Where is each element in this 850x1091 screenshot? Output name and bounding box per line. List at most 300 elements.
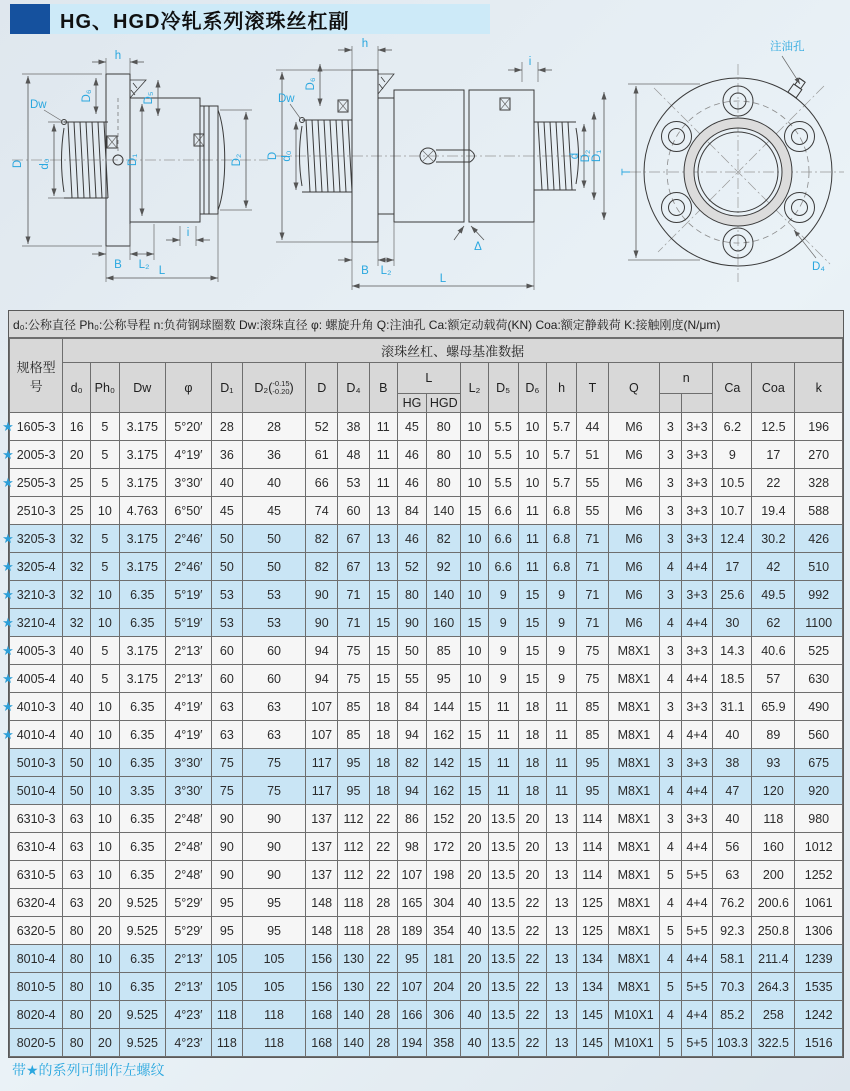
value-cell: 63 (211, 693, 242, 721)
value-cell: M8X1 (608, 777, 659, 805)
value-cell: 20 (91, 1029, 120, 1057)
value-cell: 13.5 (488, 917, 518, 945)
value-cell: 18.5 (713, 665, 752, 693)
value-cell: 9.525 (119, 889, 165, 917)
value-cell: 120 (752, 777, 795, 805)
col-header-n: n (660, 363, 713, 394)
value-cell: 200.6 (752, 889, 795, 917)
value-cell: 1012 (795, 833, 843, 861)
value-cell: 30 (713, 609, 752, 637)
value-cell: 4 (660, 1001, 682, 1029)
value-cell: 10 (91, 497, 120, 525)
value-cell: 28 (242, 413, 306, 441)
value-cell: 28 (211, 413, 242, 441)
value-cell: 75 (242, 749, 306, 777)
value-cell: 114 (577, 861, 609, 889)
value-cell: 90 (211, 805, 242, 833)
table-row (10, 525, 843, 553)
value-cell: 144 (427, 693, 461, 721)
value-cell: 3.175 (119, 637, 165, 665)
value-cell: 48 (338, 441, 370, 469)
value-cell: 66 (306, 469, 338, 497)
value-cell: 142 (427, 749, 461, 777)
value-cell: 117 (306, 749, 338, 777)
value-cell: 10 (91, 861, 120, 889)
value-cell: 22 (518, 917, 547, 945)
value-cell: 2°48′ (165, 861, 211, 889)
value-cell: 22 (518, 1029, 547, 1057)
value-cell: 10 (91, 777, 120, 805)
col-header-b: B (369, 363, 397, 413)
dim-label: i (186, 227, 190, 239)
value-cell: 22 (369, 973, 397, 1001)
value-cell: 90 (397, 609, 427, 637)
value-cell: 14.3 (713, 637, 752, 665)
value-cell: 156 (306, 973, 338, 1001)
value-cell: 75 (338, 637, 370, 665)
value-cell: 3.35 (119, 777, 165, 805)
value-cell: 118 (752, 805, 795, 833)
value-cell: 18 (518, 749, 547, 777)
value-cell: 3 (660, 441, 682, 469)
value-cell: M8X1 (608, 861, 659, 889)
dim-label: D₄ (812, 261, 825, 273)
value-cell: 98 (397, 833, 427, 861)
value-cell: 322.5 (752, 1029, 795, 1057)
col-header-l2: L₂ (461, 363, 489, 413)
value-cell: 61 (306, 441, 338, 469)
value-cell: 70.3 (713, 973, 752, 1001)
value-cell: 118 (338, 889, 370, 917)
value-cell: 3+3 (681, 413, 713, 441)
value-cell: 55 (397, 665, 427, 693)
value-cell: 51 (577, 441, 609, 469)
value-cell: 1061 (795, 889, 843, 917)
value-cell: 12.5 (752, 413, 795, 441)
value-cell: 90 (242, 805, 306, 833)
value-cell: 5 (91, 413, 120, 441)
value-cell: 13 (547, 861, 577, 889)
value-cell: 71 (577, 609, 609, 637)
value-cell: 90 (211, 833, 242, 861)
value-cell: 4°23′ (165, 1029, 211, 1057)
value-cell: 162 (427, 777, 461, 805)
value-cell: 42 (752, 553, 795, 581)
value-cell: 10 (461, 413, 489, 441)
value-cell: 13.5 (488, 1001, 518, 1029)
value-cell: 47 (713, 777, 752, 805)
value-cell: 86 (397, 805, 427, 833)
dim-label: D (12, 159, 24, 169)
value-cell: 92.3 (713, 917, 752, 945)
value-cell: 75 (338, 665, 370, 693)
page-title-bar (10, 4, 490, 34)
page-title: HG、HGD冷轧系列滚珠丝杠副 (60, 10, 350, 33)
value-cell: 4°19′ (165, 441, 211, 469)
value-cell: 44 (577, 413, 609, 441)
value-cell: 117 (306, 777, 338, 805)
value-cell: 10 (518, 413, 547, 441)
value-cell: 1100 (795, 609, 843, 637)
value-cell: 90 (306, 581, 338, 609)
table-row (10, 861, 843, 889)
value-cell: 20 (518, 833, 547, 861)
value-cell: 15 (518, 665, 547, 693)
col-header-ca: Ca (713, 363, 752, 413)
value-cell: 5.5 (488, 469, 518, 497)
table-row (10, 1029, 843, 1057)
value-cell: 60 (211, 665, 242, 693)
value-cell: 270 (795, 441, 843, 469)
value-cell: M8X1 (608, 833, 659, 861)
value-cell: 490 (795, 693, 843, 721)
value-cell: 94 (397, 777, 427, 805)
left-thread-star-icon: ★ (2, 446, 14, 462)
value-cell: 6°50′ (165, 497, 211, 525)
value-cell: 4+4 (681, 833, 713, 861)
value-cell: 3.175 (119, 469, 165, 497)
value-cell: 95 (338, 777, 370, 805)
value-cell: 31.1 (713, 693, 752, 721)
symbol-legend: d₀:公称直径 Ph₀:公称导程 n:负荷钢球圈数 Dw:滚珠直径 φ: 螺旋升角 Q:注油孔 Ca:额定动载荷(KN) Coa:额定静载荷 K:接触刚度(N/μm) (9, 311, 843, 338)
value-cell: 53 (211, 609, 242, 637)
value-cell: 140 (338, 1029, 370, 1057)
value-cell: 510 (795, 553, 843, 581)
value-cell: 5+5 (681, 1029, 713, 1057)
value-cell: 63 (63, 889, 91, 917)
value-cell: 45 (242, 497, 306, 525)
value-cell: 50 (211, 525, 242, 553)
value-cell: 11 (518, 553, 547, 581)
left-thread-star-icon: ★ (2, 614, 14, 630)
value-cell: 74 (306, 497, 338, 525)
value-cell: 15 (518, 609, 547, 637)
value-cell: 10 (461, 525, 489, 553)
value-cell: 53 (242, 609, 306, 637)
value-cell: 9 (488, 609, 518, 637)
value-cell: 6.35 (119, 833, 165, 861)
value-cell: 50 (242, 525, 306, 553)
value-cell: 80 (63, 1029, 91, 1057)
value-cell: 13 (547, 973, 577, 1001)
table-row (10, 413, 843, 441)
value-cell: 22 (752, 469, 795, 497)
value-cell: 32 (63, 525, 91, 553)
value-cell: M6 (608, 581, 659, 609)
spec-table-container (8, 310, 844, 1058)
value-cell: 211.4 (752, 945, 795, 973)
value-cell: 18 (369, 749, 397, 777)
value-cell: 11 (488, 693, 518, 721)
value-cell: 5+5 (681, 917, 713, 945)
value-cell: 82 (306, 553, 338, 581)
value-cell: 588 (795, 497, 843, 525)
value-cell: 5 (660, 917, 682, 945)
col-header-h: h (547, 363, 577, 413)
title-band (50, 4, 490, 34)
value-cell: 13.5 (488, 833, 518, 861)
value-cell: 18 (369, 777, 397, 805)
col-header-l: L (397, 363, 461, 394)
spec-model-header: 规格型号 (10, 339, 63, 413)
value-cell: 55 (577, 469, 609, 497)
value-cell: 6.35 (119, 609, 165, 637)
value-cell: 67 (338, 553, 370, 581)
value-cell: 40 (461, 917, 489, 945)
value-cell: 80 (427, 441, 461, 469)
value-cell: 125 (577, 889, 609, 917)
value-cell: 92 (427, 553, 461, 581)
value-cell: 40 (461, 1029, 489, 1057)
model-cell: 6320-5 (10, 917, 63, 945)
model-cell: 8020-4 (10, 1001, 63, 1029)
value-cell: 85.2 (713, 1001, 752, 1029)
value-cell: 89 (752, 721, 795, 749)
value-cell: 18 (518, 721, 547, 749)
value-cell: 13 (547, 1001, 577, 1029)
value-cell: 10 (461, 637, 489, 665)
value-cell: 90 (306, 609, 338, 637)
model-cell: 6310-3 (10, 805, 63, 833)
value-cell: 85 (427, 637, 461, 665)
value-cell: 82 (427, 525, 461, 553)
value-cell: 40 (461, 1001, 489, 1029)
table-row (10, 945, 843, 973)
value-cell: 95 (577, 777, 609, 805)
value-cell: 5+5 (681, 973, 713, 1001)
value-cell: 19.4 (752, 497, 795, 525)
table-row (10, 469, 843, 497)
value-cell: 75 (211, 749, 242, 777)
value-cell: M8X1 (608, 637, 659, 665)
value-cell: 198 (427, 861, 461, 889)
value-cell: 3+3 (681, 469, 713, 497)
value-cell: 107 (306, 693, 338, 721)
value-cell: 10 (518, 441, 547, 469)
value-cell: 46 (397, 525, 427, 553)
value-cell: 15 (369, 581, 397, 609)
value-cell: 50 (242, 553, 306, 581)
table-row (10, 805, 843, 833)
col-header-d4: D₄ (338, 363, 370, 413)
model-cell: 2005-3 (10, 441, 63, 469)
value-cell: 40 (63, 637, 91, 665)
value-cell: 118 (242, 1029, 306, 1057)
dim-label: D₅ (143, 91, 155, 105)
value-cell: 46 (397, 441, 427, 469)
dim-label: Δ (474, 241, 482, 253)
value-cell: 6.35 (119, 581, 165, 609)
value-cell: 3.175 (119, 413, 165, 441)
value-cell: M8X1 (608, 945, 659, 973)
value-cell: 6.6 (488, 525, 518, 553)
value-cell: 75 (242, 777, 306, 805)
dim-label: Dw (278, 93, 295, 105)
value-cell: 18 (369, 721, 397, 749)
value-cell: 3 (660, 469, 682, 497)
left-thread-star-icon: ★ (2, 698, 14, 714)
value-cell: 28 (369, 1001, 397, 1029)
value-cell: 9 (713, 441, 752, 469)
value-cell: 2°48′ (165, 833, 211, 861)
value-cell: 5 (91, 637, 120, 665)
value-cell: 3.175 (119, 553, 165, 581)
value-cell: 3+3 (681, 693, 713, 721)
value-cell: 1535 (795, 973, 843, 1001)
value-cell: 148 (306, 889, 338, 917)
value-cell: 13 (547, 805, 577, 833)
value-cell: 3+3 (681, 805, 713, 833)
value-cell: 304 (427, 889, 461, 917)
left-thread-star-icon: ★ (2, 418, 14, 434)
value-cell: 165 (397, 889, 427, 917)
value-cell: 5°19′ (165, 581, 211, 609)
value-cell: 84 (397, 497, 427, 525)
value-cell: 63 (713, 861, 752, 889)
value-cell: 56 (713, 833, 752, 861)
value-cell: 20 (461, 861, 489, 889)
model-cell: 3205-3 (10, 525, 63, 553)
value-cell: 114 (577, 805, 609, 833)
value-cell: 3+3 (681, 525, 713, 553)
value-cell: 4 (660, 665, 682, 693)
model-cell: 4005-3 (10, 637, 63, 665)
value-cell: 9.525 (119, 1029, 165, 1057)
value-cell: 10 (461, 553, 489, 581)
dim-label: d₀ (281, 150, 293, 162)
value-cell: 80 (427, 469, 461, 497)
table-row (10, 749, 843, 777)
value-cell: 11 (518, 525, 547, 553)
value-cell: 28 (369, 889, 397, 917)
value-cell: 15 (461, 609, 489, 637)
value-cell: 76.2 (713, 889, 752, 917)
value-cell: 95 (211, 889, 242, 917)
value-cell: 2°46′ (165, 553, 211, 581)
value-cell: M10X1 (608, 1001, 659, 1029)
value-cell: 15 (461, 777, 489, 805)
value-cell: 95 (242, 889, 306, 917)
value-cell: 4 (660, 553, 682, 581)
value-cell: 36 (242, 441, 306, 469)
value-cell: 137 (306, 861, 338, 889)
table-row (10, 441, 843, 469)
value-cell: 18 (518, 777, 547, 805)
value-cell: 25 (63, 469, 91, 497)
value-cell: 9 (488, 665, 518, 693)
table-row (10, 609, 843, 637)
value-cell: 11 (547, 749, 577, 777)
value-cell: 264.3 (752, 973, 795, 1001)
dim-label: D₂ (580, 149, 592, 163)
value-cell: 38 (713, 749, 752, 777)
model-cell: 3210-3 (10, 581, 63, 609)
value-cell: 22 (369, 805, 397, 833)
value-cell: 20 (91, 1001, 120, 1029)
dim-label: L₂ (380, 265, 392, 277)
table-row (10, 693, 843, 721)
table-row (10, 1001, 843, 1029)
value-cell: 140 (427, 581, 461, 609)
model-cell: 1605-3 (10, 413, 63, 441)
value-cell: M8X1 (608, 693, 659, 721)
value-cell: 30.2 (752, 525, 795, 553)
value-cell: 4+4 (681, 553, 713, 581)
value-cell: 82 (397, 749, 427, 777)
value-cell: 3+3 (681, 749, 713, 777)
value-cell: 63 (63, 805, 91, 833)
value-cell: 11 (488, 749, 518, 777)
value-cell: 10 (461, 665, 489, 693)
value-cell: 15 (369, 637, 397, 665)
value-cell: 4+4 (681, 665, 713, 693)
value-cell: 58.1 (713, 945, 752, 973)
value-cell: 6.6 (488, 553, 518, 581)
value-cell: 71 (338, 609, 370, 637)
value-cell: 4 (660, 889, 682, 917)
value-cell: 28 (369, 1029, 397, 1057)
value-cell: 6.6 (488, 497, 518, 525)
value-cell: 5°19′ (165, 609, 211, 637)
value-cell: 3 (660, 805, 682, 833)
value-cell: 13.5 (488, 861, 518, 889)
value-cell: 5.7 (547, 413, 577, 441)
value-cell: 16 (63, 413, 91, 441)
value-cell: 118 (211, 1029, 242, 1057)
value-cell: 25 (63, 497, 91, 525)
model-cell: 5010-4 (10, 777, 63, 805)
value-cell: 71 (338, 581, 370, 609)
value-cell: 13.5 (488, 973, 518, 1001)
value-cell: 426 (795, 525, 843, 553)
value-cell: 53 (338, 469, 370, 497)
value-cell: 20 (91, 917, 120, 945)
double-nut-side-drawing (267, 38, 608, 300)
left-thread-star-icon: ★ (2, 586, 14, 602)
value-cell: 20 (63, 441, 91, 469)
value-cell: 6.35 (119, 945, 165, 973)
value-cell: 3°30′ (165, 777, 211, 805)
table-row (10, 777, 843, 805)
n-subcolumn-header (660, 394, 682, 413)
left-thread-star-icon: ★ (2, 670, 14, 686)
value-cell: 3+3 (681, 637, 713, 665)
dim-label: D₆ (81, 89, 93, 103)
value-cell: 10 (91, 973, 120, 1001)
col-header-d: D (306, 363, 338, 413)
value-cell: 28 (369, 917, 397, 945)
value-cell: 2°46′ (165, 525, 211, 553)
value-cell: 80 (397, 581, 427, 609)
value-cell: 6.35 (119, 693, 165, 721)
value-cell: 12.4 (713, 525, 752, 553)
value-cell: M8X1 (608, 749, 659, 777)
value-cell: 6.8 (547, 497, 577, 525)
table-row (10, 973, 843, 1001)
value-cell: 15 (369, 609, 397, 637)
value-cell: 560 (795, 721, 843, 749)
value-cell: 50 (211, 553, 242, 581)
value-cell: 60 (338, 497, 370, 525)
value-cell: 22 (518, 945, 547, 973)
dim-label: D₂ (231, 153, 243, 167)
value-cell: 10 (91, 721, 120, 749)
value-cell: 22 (369, 861, 397, 889)
dim-label: B (361, 265, 369, 277)
value-cell: 95 (577, 749, 609, 777)
model-cell: 4010-4 (10, 721, 63, 749)
value-cell: 4.763 (119, 497, 165, 525)
